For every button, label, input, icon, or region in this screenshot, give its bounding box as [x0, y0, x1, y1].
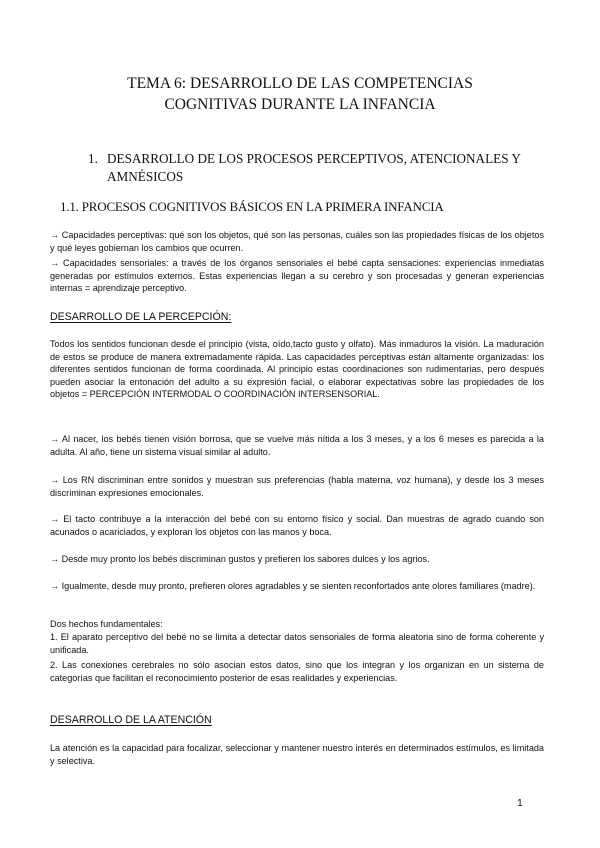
paragraph-rn: → Los RN discriminan entre sonidos y muestran sus preferencias (habla materna, voz humana), y desde los 3 meses discriminan expresiones emocionales.	[50, 475, 544, 498]
title-line-1: TEMA 6: DESARROLLO DE LAS COMPETENCIAS	[127, 75, 473, 92]
title-line-2: COGNITIVAS DURANTE LA INFANCIA	[164, 96, 436, 113]
paragraph-capacidades-perceptivas: → Capacidades perceptivas: qué son los objetos, qué son las personas, cuáles son las propiedades físicas de los objetos y qué leyes gobiernan los cambios que ocurren.	[50, 230, 544, 253]
paragraph-sentidos: Todos los sentidos funcionan desde el principio (vista, oído,tacto gusto y olfato). Más inmaduros la visión. La maduración de estos se produce de manera extremadamente rápida. Las capacidades perceptivas están altamente organizadas: los diferentes sentidos funcionan de forma coordinada. Al principio estas coordinaciones son rudimentarias, pero después pueden asociar la entonación del adulto a su expresión facial, o elaborar expectativas sobre las propiedades de los objetos = PERCEPCIÓN INTERMODAL O COORDINACIÓN INTERSENSORIAL.	[50, 339, 544, 400]
paragraph-hecho-1: 1. El aparato perceptivo del bebé no se limita a detectar datos sensoriales de forma aleatoria sino de forma coherente y unificada.	[50, 632, 544, 655]
document-title	[60, 73, 540, 115]
section-1-heading	[88, 150, 538, 186]
percepcion-heading: DESARROLLO DE LA PERCEPCIÓN:	[50, 311, 232, 323]
paragraph-olores: → Igualmente, desde muy pronto, prefieren olores agradables y se sienten reconfortados ante olores familiares (madre).	[50, 581, 536, 591]
paragraph-atencion: La atención es la capacidad para focalizar, seleccionar y mantener nuestro interés en determinados estímulos, es limitada y selectiva.	[50, 743, 544, 766]
section-1-1-heading: 1.1. PROCESOS COGNITIVOS BÁSICOS EN LA PRIMERA INFANCIA	[60, 199, 444, 214]
paragraph-vision: → Al nacer, los bebés tienen visión borrosa, que se vuelve más nítida a los 3 meses, y a los 6 meses es parecida a la adulta. Al año, tiene un sistema visual similar al adulto.	[50, 434, 544, 457]
paragraph-gustos: → Desde muy pronto los bebés discriminan gustos y prefieren los sabores dulces y los agrios.	[50, 554, 430, 564]
section-1-number: 1.	[88, 151, 98, 166]
atencion-heading: DESARROLLO DE LA ATENCIÓN	[50, 714, 212, 726]
paragraph-hecho-2: 2. Las conexiones cerebrales no sólo asocian estos datos, sino que los integran y los organizan en un sistema de categorías que facilitan el reconocimiento posterior de esas realidades y experiencias.	[50, 660, 544, 683]
paragraph-hechos-intro: Dos hechos fundamentales:	[50, 619, 163, 629]
page-number: 1	[517, 797, 523, 809]
paragraph-capacidades-sensoriales: → Capacidades sensoriales: a través de los órganos sensoriales el bebé capta sensaciones: experiencias inmediatas generadas por estímulos externos. Estas experiencias llegan a su cerebro y son procesadas y generan experiencias internas = aprendizaje perceptivo.	[50, 258, 544, 294]
paragraph-tacto: → El tacto contribuye a la interacción del bebé con su entorno físico y social. Dan muestras de agrado cuando son acunados o acariciados, y exploran los objetos con las manos y boca.	[50, 514, 544, 537]
section-1-title: DESARROLLO DE LOS PROCESOS PERCEPTIVOS, ATENCIONALES Y AMNÉSICOS	[107, 151, 521, 184]
